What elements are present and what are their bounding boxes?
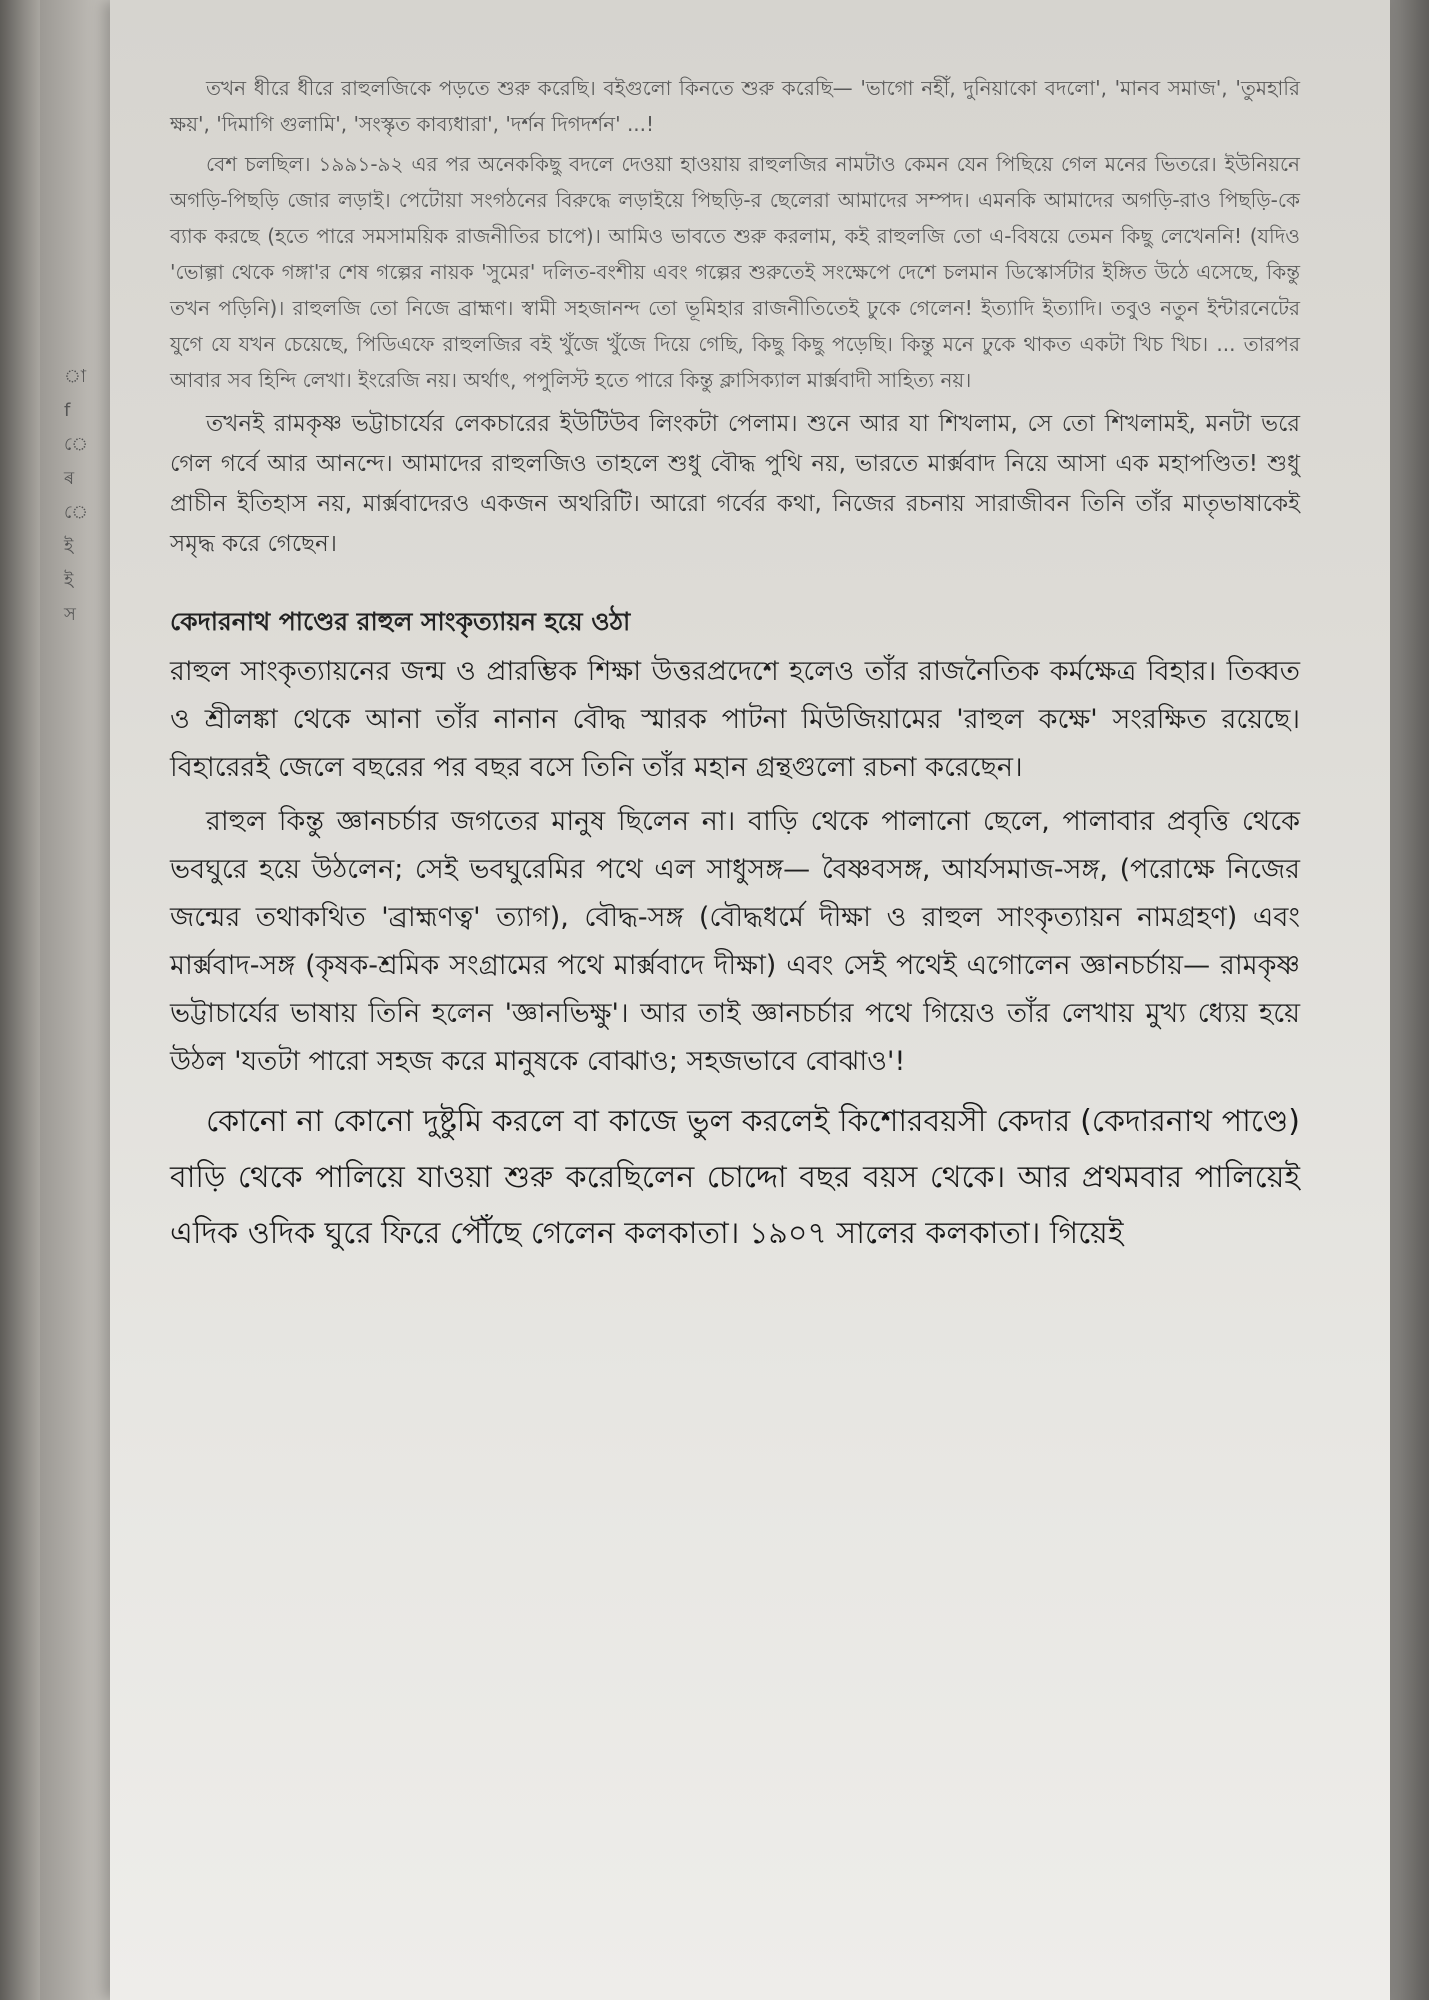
paragraph: তখনই রামকৃষ্ণ ভট্টাচার্যের লেকচারের ইউটিউব লিংকটা পেলাম। শুনে আর যা শিখলাম, সে তো শিখলামই, মনটা ভরে গেল গর্বে আর আনন্দে। আমাদের রাহুলজিও তাহলে শুধু বৌদ্ধ পুথি নয়, ভারতে মার্ক্সবাদ নিয়ে আসা এক মহাপণ্ডিত! শুধু প্রাচীন ইতিহাস নয়, মার্ক্সবাদেরও একজন অথরিটি। আরো গর্বের কথা, নিজের রচনায় সারাজীবন তিনি তাঁর মাতৃভাষাকেই সমৃদ্ধ করে গেছেন। — [170, 411, 1300, 557]
last-text-block — [170, 1094, 1300, 1262]
margin-marks — [64, 360, 94, 632]
mid-text-block — [170, 404, 1300, 564]
margin-mark: f — [64, 400, 71, 421]
margin-mark: ে — [64, 434, 89, 455]
section-heading: কেদারনাথ পাণ্ডের রাহুল সাংকৃত্যায়ন হয়ে ওঠা — [170, 607, 631, 636]
paragraph: তখন ধীরে ধীরে রাহুলজিকে পড়তে শুরু করেছি। বইগুলো কিনতে শুরু করেছি— 'ভাগো নহীঁ, দুনিয়াকো বদলো', 'মানব সমাজ', 'তুমহারি ক্ষয়', 'দিমাগি গুলামি', 'সংস্কৃত কাব্যধারা', 'দর্শন দিগদর্শন' ...! — [170, 76, 1300, 136]
margin-mark: ই — [64, 536, 74, 557]
paragraph: রাহুল সাংকৃত্যায়নের জন্ম ও প্রারম্ভিক শিক্ষা উত্তরপ্রদেশে হলেও তাঁর রাজনৈতিক কর্মক্ষেত্র বিহার। তিব্বত ও শ্রীলঙ্কা থেকে আনা তাঁর নানান বৌদ্ধ স্মারক পাটনা মিউজিয়ামের 'রাহুল কক্ষে' সংরক্ষিত রয়েছে। বিহারেরই জেলে বছরের পর বছর বসে তিনি তাঁর মহান গ্রন্থগুলো রচনা করেছেন। — [170, 656, 1300, 783]
margin-mark: া — [64, 366, 87, 387]
top-text-block — [170, 70, 1300, 398]
scan-left-edge — [0, 0, 40, 2000]
book-page — [110, 0, 1390, 2000]
margin-mark: ই — [64, 570, 74, 591]
section-body — [170, 648, 1300, 1086]
margin-mark: স — [64, 604, 76, 625]
scan-right-edge — [1389, 0, 1429, 2000]
margin-mark: ে — [64, 502, 89, 523]
paragraph: কোনো না কোনো দুষ্টুমি করলে বা কাজে ভুল করলেই কিশোরবয়সী কেদার (কেদারনাথ পাণ্ডে) বাড়ি থেকে পালিয়ে যাওয়া শুরু করেছিলেন চোদ্দো বছর বয়স থেকে। আর প্রথমবার পালিয়েই এদিক ওদিক ঘুরে ফিরে পৌঁছে গেলেন কলকাতা। ১৯০৭ সালের কলকাতা। গিয়েই — [170, 1104, 1300, 1251]
page-text — [170, 70, 1300, 1262]
book-spine — [40, 0, 120, 2000]
paragraph: বেশ চলছিল। ১৯৯১-৯২ এর পর অনেককিছু বদলে দেওয়া হাওয়ায় রাহুলজির নামটাও কেমন যেন পিছিয়ে গেল মনের ভিতরে। ইউনিয়নে অগড়ি-পিছড়ি জোর লড়াই। পেটোয়া সংগঠনের বিরুদ্ধে লড়াইয়ে পিছড়ি-র ছেলেরা আমাদের সম্পদ। এমনকি আমাদের অগড়ি-রাও পিছড়ি-কে ব্যাক করছে (হতে পারে সমসাময়িক রাজনীতির চাপে)। আমিও ভাবতে শুরু করলাম, কই রাহুলজি তো এ-বিষয়ে তেমন কিছু লেখেননি! (যদিও 'ভোল্গা থেকে গঙ্গা'র শেষ গল্পের নায়ক 'সুমের' দলিত-বংশীয় এবং গল্পের শুরুতেই সংক্ষেপে দেশে চলমান ডিস্কোর্সটার ইঙ্গিত উঠে এসেছে, কিন্তু তখন পড়িনি)। রাহুলজি তো নিজে ব্রাহ্মণ। স্বামী সহজানন্দ তো ভূমিহার রাজনীতিতেই ঢুকে গেলেন! ইত্যাদি ইত্যাদি। তবুও নতুন ইন্টারনেটের যুগে যে যখন চেয়েছে, পিডিএফে রাহুলজির বই খুঁজে খুঁজে দিয়ে গেছি, কিছু কিছু পড়েছি। কিন্তু মনে ঢুকে থাকত একটা খিচ খিচ। ... তারপর আবার সব হিন্দি লেখা। ইংরেজি নয়। অর্থাৎ, পপুলিস্ট হতে পারে কিন্তু ক্লাসিক্যাল মার্ক্সবাদী সাহিত্য নয়। — [170, 152, 1300, 392]
paragraph: রাহুল কিন্তু জ্ঞানচর্চার জগতের মানুষ ছিলেন না। বাড়ি থেকে পালানো ছেলে, পালাবার প্রবৃত্তি থেকে ভবঘুরে হয়ে উঠলেন; সেই ভবঘুরেমির পথে এল সাধুসঙ্গ— বৈষ্ণবসঙ্গ, আর্যসমাজ-সঙ্গ, (পরোক্ষে নিজের জন্মের তথাকথিত 'ব্রাহ্মণত্ব' ত্যাগ), বৌদ্ধ-সঙ্গ (বৌদ্ধধর্মে দীক্ষা ও রাহুল সাংকৃত্যায়ন নামগ্রহণ) এবং মার্ক্সবাদ-সঙ্গ (কৃষক-শ্রমিক সংগ্রামের পথে মার্ক্সবাদে দীক্ষা) এবং সেই পথেই এগোলেন জ্ঞানচর্চায়— রামকৃষ্ণ ভট্টাচার্যের ভাষায় তিনি হলেন 'জ্ঞানভিক্ষু'। আর তাই জ্ঞানচর্চার পথে গিয়েও তাঁর লেখায় মুখ্য ধ্যেয় হয়ে উঠল 'যতটা পারো সহজ করে মানুষকে বোঝাও; সহজভাবে বোঝাও'! — [170, 806, 1300, 1077]
margin-mark: ৰ — [64, 468, 75, 489]
